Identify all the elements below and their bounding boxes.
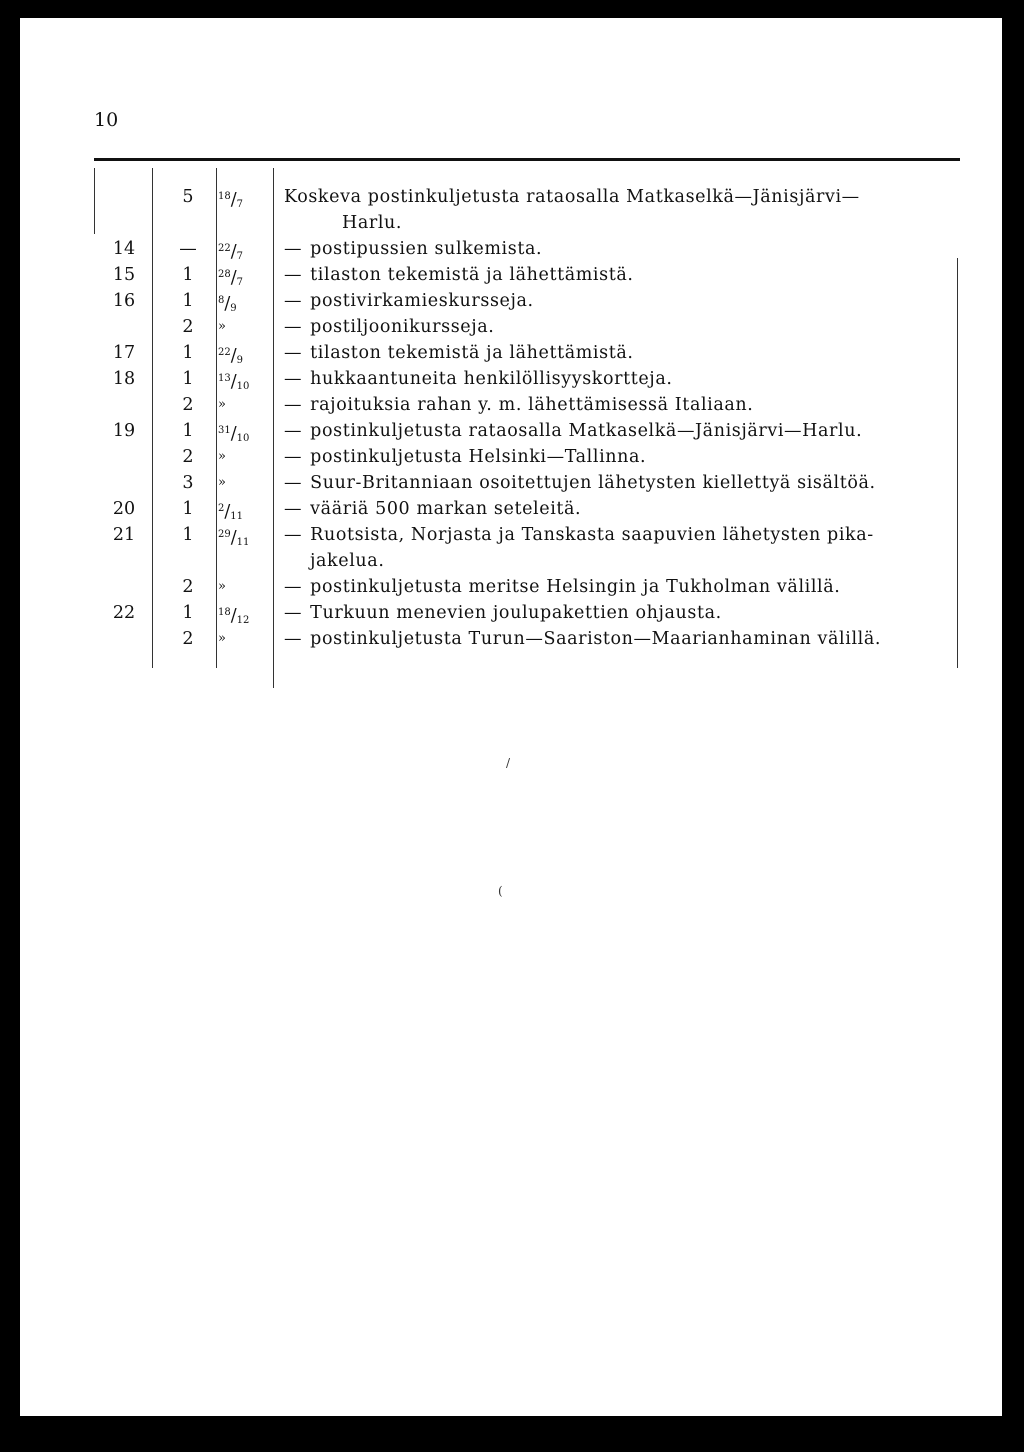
date-denominator: 7 [236, 199, 244, 210]
table-row [20, 184, 1002, 210]
table-row [20, 418, 1002, 444]
row-text [310, 548, 384, 574]
row-number: 14 [112, 239, 136, 259]
table-row [20, 496, 1002, 522]
row-text [284, 626, 881, 652]
document-page [20, 18, 1002, 1416]
date-numerator: 31 [218, 425, 231, 436]
row-text [284, 444, 646, 470]
table-row [20, 522, 1002, 548]
row-date: $^{18}/_{12}$ [218, 606, 250, 626]
row-number: 15 [112, 265, 136, 285]
row-date [218, 470, 274, 496]
table-row [20, 470, 1002, 496]
table-row [20, 366, 1002, 392]
row-dash: — [284, 369, 303, 389]
table-row [20, 392, 1002, 418]
date-numerator: 2 [218, 503, 225, 514]
row-description: postinkuljetusta Turun—Saariston—Maarianhaminan välillä. [310, 629, 882, 649]
date-numerator: 22 [218, 243, 231, 254]
row-dash: — [284, 239, 303, 259]
row-date [218, 392, 274, 418]
date-numerator: » [218, 579, 226, 594]
row-number: 22 [112, 603, 136, 623]
row-text [284, 288, 534, 314]
row-date: $^{22}/_7$ [218, 242, 244, 262]
date-numerator: » [218, 475, 226, 490]
row-text [284, 392, 753, 418]
row-number: 16 [112, 291, 136, 311]
row-text [284, 574, 840, 600]
row-subnumber: 1 [182, 603, 194, 623]
row-subnumber: 1 [182, 265, 194, 285]
table-row [20, 314, 1002, 340]
table-row [20, 600, 1002, 626]
row-date: $^{13}/_{10}$ [218, 372, 250, 392]
row-subnumber: 1 [182, 291, 194, 311]
date-numerator: » [218, 449, 226, 464]
row-number: 18 [112, 369, 136, 389]
row-description: tilaston tekemistä ja lähettämistä. [310, 265, 634, 285]
top-rule [94, 158, 960, 161]
row-subnumber: 2 [182, 447, 194, 467]
row-subnumber: 3 [182, 473, 194, 493]
date-numerator: » [218, 631, 226, 646]
row-subnumber: 2 [182, 317, 194, 337]
date-numerator: 18 [218, 607, 231, 618]
row-description: Suur-Britanniaan osoitettujen lähetysten kiellettyä sisältöä. [310, 473, 876, 493]
row-text [342, 210, 402, 236]
row-description: Koskeva postinkuljetusta rataosalla Matkaselkä—Jänisjärvi— [284, 187, 860, 207]
row-subnumber: 2 [182, 577, 194, 597]
row-subnumber: 1 [182, 343, 194, 363]
row-text [284, 496, 581, 522]
row-dash: — [284, 421, 303, 441]
date-numerator: 22 [218, 347, 231, 358]
row-description: Harlu. [342, 213, 403, 233]
row-date [218, 626, 274, 652]
row-subnumber: — [179, 239, 197, 259]
row-subnumber: 1 [182, 499, 194, 519]
row-date: $^8/_9$ [218, 294, 237, 314]
row-description: hukkaantuneita henkilöllisyyskortteja. [310, 369, 673, 389]
table-row [20, 236, 1002, 262]
table-row [20, 626, 1002, 652]
row-dash: — [284, 447, 303, 467]
date-numerator: 29 [218, 529, 231, 540]
table-row [20, 444, 1002, 470]
date-denominator: 11 [236, 537, 250, 548]
row-text [284, 522, 874, 548]
table-row [20, 548, 1002, 574]
row-description: postiljoonikursseja. [310, 317, 495, 337]
date-denominator: 11 [230, 511, 244, 522]
row-date [218, 444, 274, 470]
row-text [284, 418, 862, 444]
row-text [284, 262, 634, 288]
table-row [20, 340, 1002, 366]
row-date: $^2/_{11}$ [218, 502, 244, 522]
row-text [284, 470, 876, 496]
row-date: $^{22}/_9$ [218, 346, 244, 366]
row-date: $^{29}/_{11}$ [218, 528, 250, 548]
row-description: jakelua. [310, 551, 385, 571]
row-dash: — [284, 265, 303, 285]
row-text [284, 314, 494, 340]
row-description: postivirkamieskursseja. [310, 291, 534, 311]
row-subnumber: 2 [182, 395, 194, 415]
row-text [284, 600, 722, 626]
row-dash: — [284, 525, 303, 545]
row-dash: — [284, 317, 303, 337]
date-denominator: 7 [236, 251, 244, 262]
row-subnumber: 2 [182, 629, 194, 649]
row-description: rajoituksia rahan y. m. lähettämisessä Italiaan. [310, 395, 754, 415]
row-description: Ruotsista, Norjasta ja Tanskasta saapuvien lähetysten pika- [310, 525, 874, 545]
date-denominator: 12 [236, 615, 250, 626]
row-date [218, 314, 274, 340]
date-numerator: 13 [218, 373, 231, 384]
row-dash: — [284, 577, 303, 597]
date-denominator: 9 [230, 303, 237, 314]
row-date [218, 574, 274, 600]
date-numerator: 28 [218, 269, 231, 280]
row-dash: — [284, 395, 303, 415]
row-subnumber: 5 [182, 187, 194, 207]
row-text [284, 340, 634, 366]
date-denominator: 10 [236, 381, 250, 392]
print-speck: ( [498, 884, 503, 898]
date-numerator: » [218, 397, 226, 412]
date-numerator: 8 [218, 295, 225, 306]
row-number: 20 [112, 499, 136, 519]
row-dash: — [284, 473, 303, 493]
table-row [20, 288, 1002, 314]
row-description: vääriä 500 markan seteleitä. [310, 499, 582, 519]
row-number: 17 [112, 343, 136, 363]
row-description: Turkuun menevien joulupakettien ohjausta. [310, 603, 722, 623]
row-dash: — [284, 343, 303, 363]
page-number: 10 [94, 109, 119, 131]
row-description: postinkuljetusta meritse Helsingin ja Tukholman välillä. [310, 577, 841, 597]
row-subnumber: 1 [182, 525, 194, 545]
date-numerator: 18 [218, 191, 231, 202]
table-row [20, 210, 1002, 236]
table-row [20, 574, 1002, 600]
row-description: postinkuljetusta Helsinki—Tallinna. [310, 447, 647, 467]
row-dash: — [284, 291, 303, 311]
row-text [284, 236, 542, 262]
row-dash: — [284, 499, 303, 519]
row-date: $^{28}/_7$ [218, 268, 244, 288]
row-subnumber: 1 [182, 369, 194, 389]
print-speck: / [506, 756, 511, 770]
row-subnumber: 1 [182, 421, 194, 441]
date-numerator: » [218, 319, 226, 334]
row-date: $^{31}/_{10}$ [218, 424, 250, 444]
row-description: postinkuljetusta rataosalla Matkaselkä—Jänisjärvi—Harlu. [310, 421, 863, 441]
row-text [284, 184, 860, 210]
row-description: tilaston tekemistä ja lähettämistä. [310, 343, 634, 363]
date-denominator: 10 [236, 433, 250, 444]
row-number: 21 [112, 525, 136, 545]
row-description: postipussien sulkemista. [310, 239, 543, 259]
row-number: 19 [112, 421, 136, 441]
date-denominator: 9 [236, 355, 244, 366]
table-row [20, 262, 1002, 288]
row-dash: — [284, 629, 303, 649]
row-text [284, 366, 673, 392]
row-dash: — [284, 603, 303, 623]
row-date: $^{18}/_7$ [218, 190, 244, 210]
date-denominator: 7 [236, 277, 244, 288]
